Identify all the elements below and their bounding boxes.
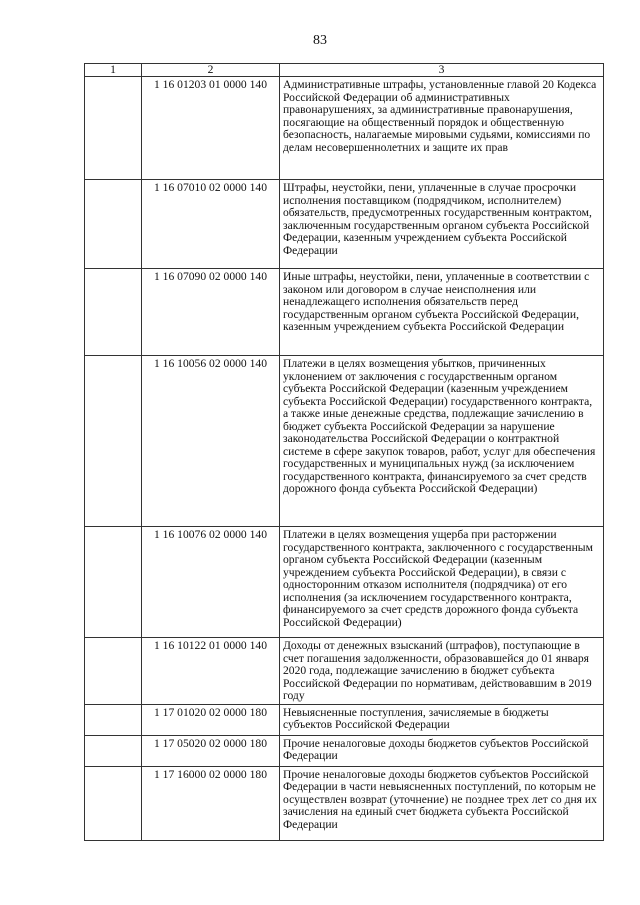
table-row [85,638,604,705]
income-description: Прочие неналоговые доходы бюджетов субъектов Российской Федерации в части невыясненных поступлений, по которым не осуществлен возврат (уточнение) не позднее трех лет со дня их зачисления на единый счет бюджета субъекта Российской Федерации [280,766,604,840]
income-code: 1 16 10056 02 0000 140 [142,356,280,527]
income-code: 1 16 07090 02 0000 140 [142,269,280,356]
budget-codes-table [84,63,604,841]
empty-cell [85,735,142,766]
income-description: Доходы от денежных взысканий (штрафов), поступающие в счет погашения задолженности, образовавшейся до 01 января 2020 года, подлежащие зачислению в бюджет субъекта Российской Федерации по нормативам, действовавшим в 2019 году [280,638,604,705]
table-row [85,704,604,735]
empty-cell [85,180,142,269]
income-code: 1 16 10122 01 0000 140 [142,638,280,705]
table-row [85,77,604,180]
income-code: 1 16 10076 02 0000 140 [142,527,280,638]
income-description: Административные штрафы, установленные главой 20 Кодекса Российской Федерации об административных правонарушениях, за административные правонарушения, посягающие на общественный порядок и общественную безопасность, налагаемые мировыми судьями, комиссиями по делам несовершеннолетних и защите их прав [280,77,604,180]
table-row [85,269,604,356]
income-code: 1 17 16000 02 0000 180 [142,766,280,840]
header-col-2: 2 [142,64,280,77]
empty-cell [85,527,142,638]
header-col-3: 3 [280,64,604,77]
income-description: Платежи в целях возмещения ущерба при расторжении государственного контракта, заключенного с государственным органом субъекта Российской Федерации (казенным учреждением субъекта Российской Федерации), в связи с односторонним отказом исполнителя (подрядчика) от его исполнения (за исключением государственного контракта, финансируемого за счет средств дорожного фонда субъекта Российской Федерации) [280,527,604,638]
income-code: 1 17 01020 02 0000 180 [142,704,280,735]
page-number: 83 [313,33,327,48]
empty-cell [85,704,142,735]
income-description: Невыясненные поступления, зачисляемые в бюджеты субъектов Российской Федерации [280,704,604,735]
income-code: 1 17 05020 02 0000 180 [142,735,280,766]
empty-cell [85,766,142,840]
income-description: Иные штрафы, неустойки, пени, уплаченные в соответствии с законом или договором в случае неисполнения или ненадлежащего исполнения обязательств перед государственным органом субъекта Российской Федерации, казенным учреждением субъекта Российской Федерации [280,269,604,356]
income-description: Штрафы, неустойки, пени, уплаченные в случае просрочки исполнения поставщиком (подрядчиком, исполнителем) обязательств, предусмотренных государственным контрактом, заключенным государственным органом субъекта Российской Федерации, казенным учреждением субъекта Российской Федерации [280,180,604,269]
income-description: Платежи в целях возмещения убытков, причиненных уклонением от заключения с государственным органом субъекта Российской Федерации (казенным учреждением субъекта Российской Федерации) государственного контракта, а также иные денежные средства, подлежащие зачислению в бюджет субъекта Российской Федерации за нарушение законодательства Российской Федерации о контрактной системе в сфере закупок товаров, работ, услуг для обеспечения государственных и муниципальных нужд (за исключением государственного контракта, финансируемого за счет средств дорожного фонда субъекта Российской Федерации) [280,356,604,527]
table-row [85,356,604,527]
income-description: Прочие неналоговые доходы бюджетов субъектов Российской Федерации [280,735,604,766]
empty-cell [85,356,142,527]
table-row [85,735,604,766]
empty-cell [85,77,142,180]
table-row [85,527,604,638]
table-row [85,766,604,840]
table-header-row [85,64,604,77]
income-code: 1 16 07010 02 0000 140 [142,180,280,269]
header-col-1: 1 [85,64,142,77]
empty-cell [85,269,142,356]
table-row [85,180,604,269]
empty-cell [85,638,142,705]
income-code: 1 16 01203 01 0000 140 [142,77,280,180]
